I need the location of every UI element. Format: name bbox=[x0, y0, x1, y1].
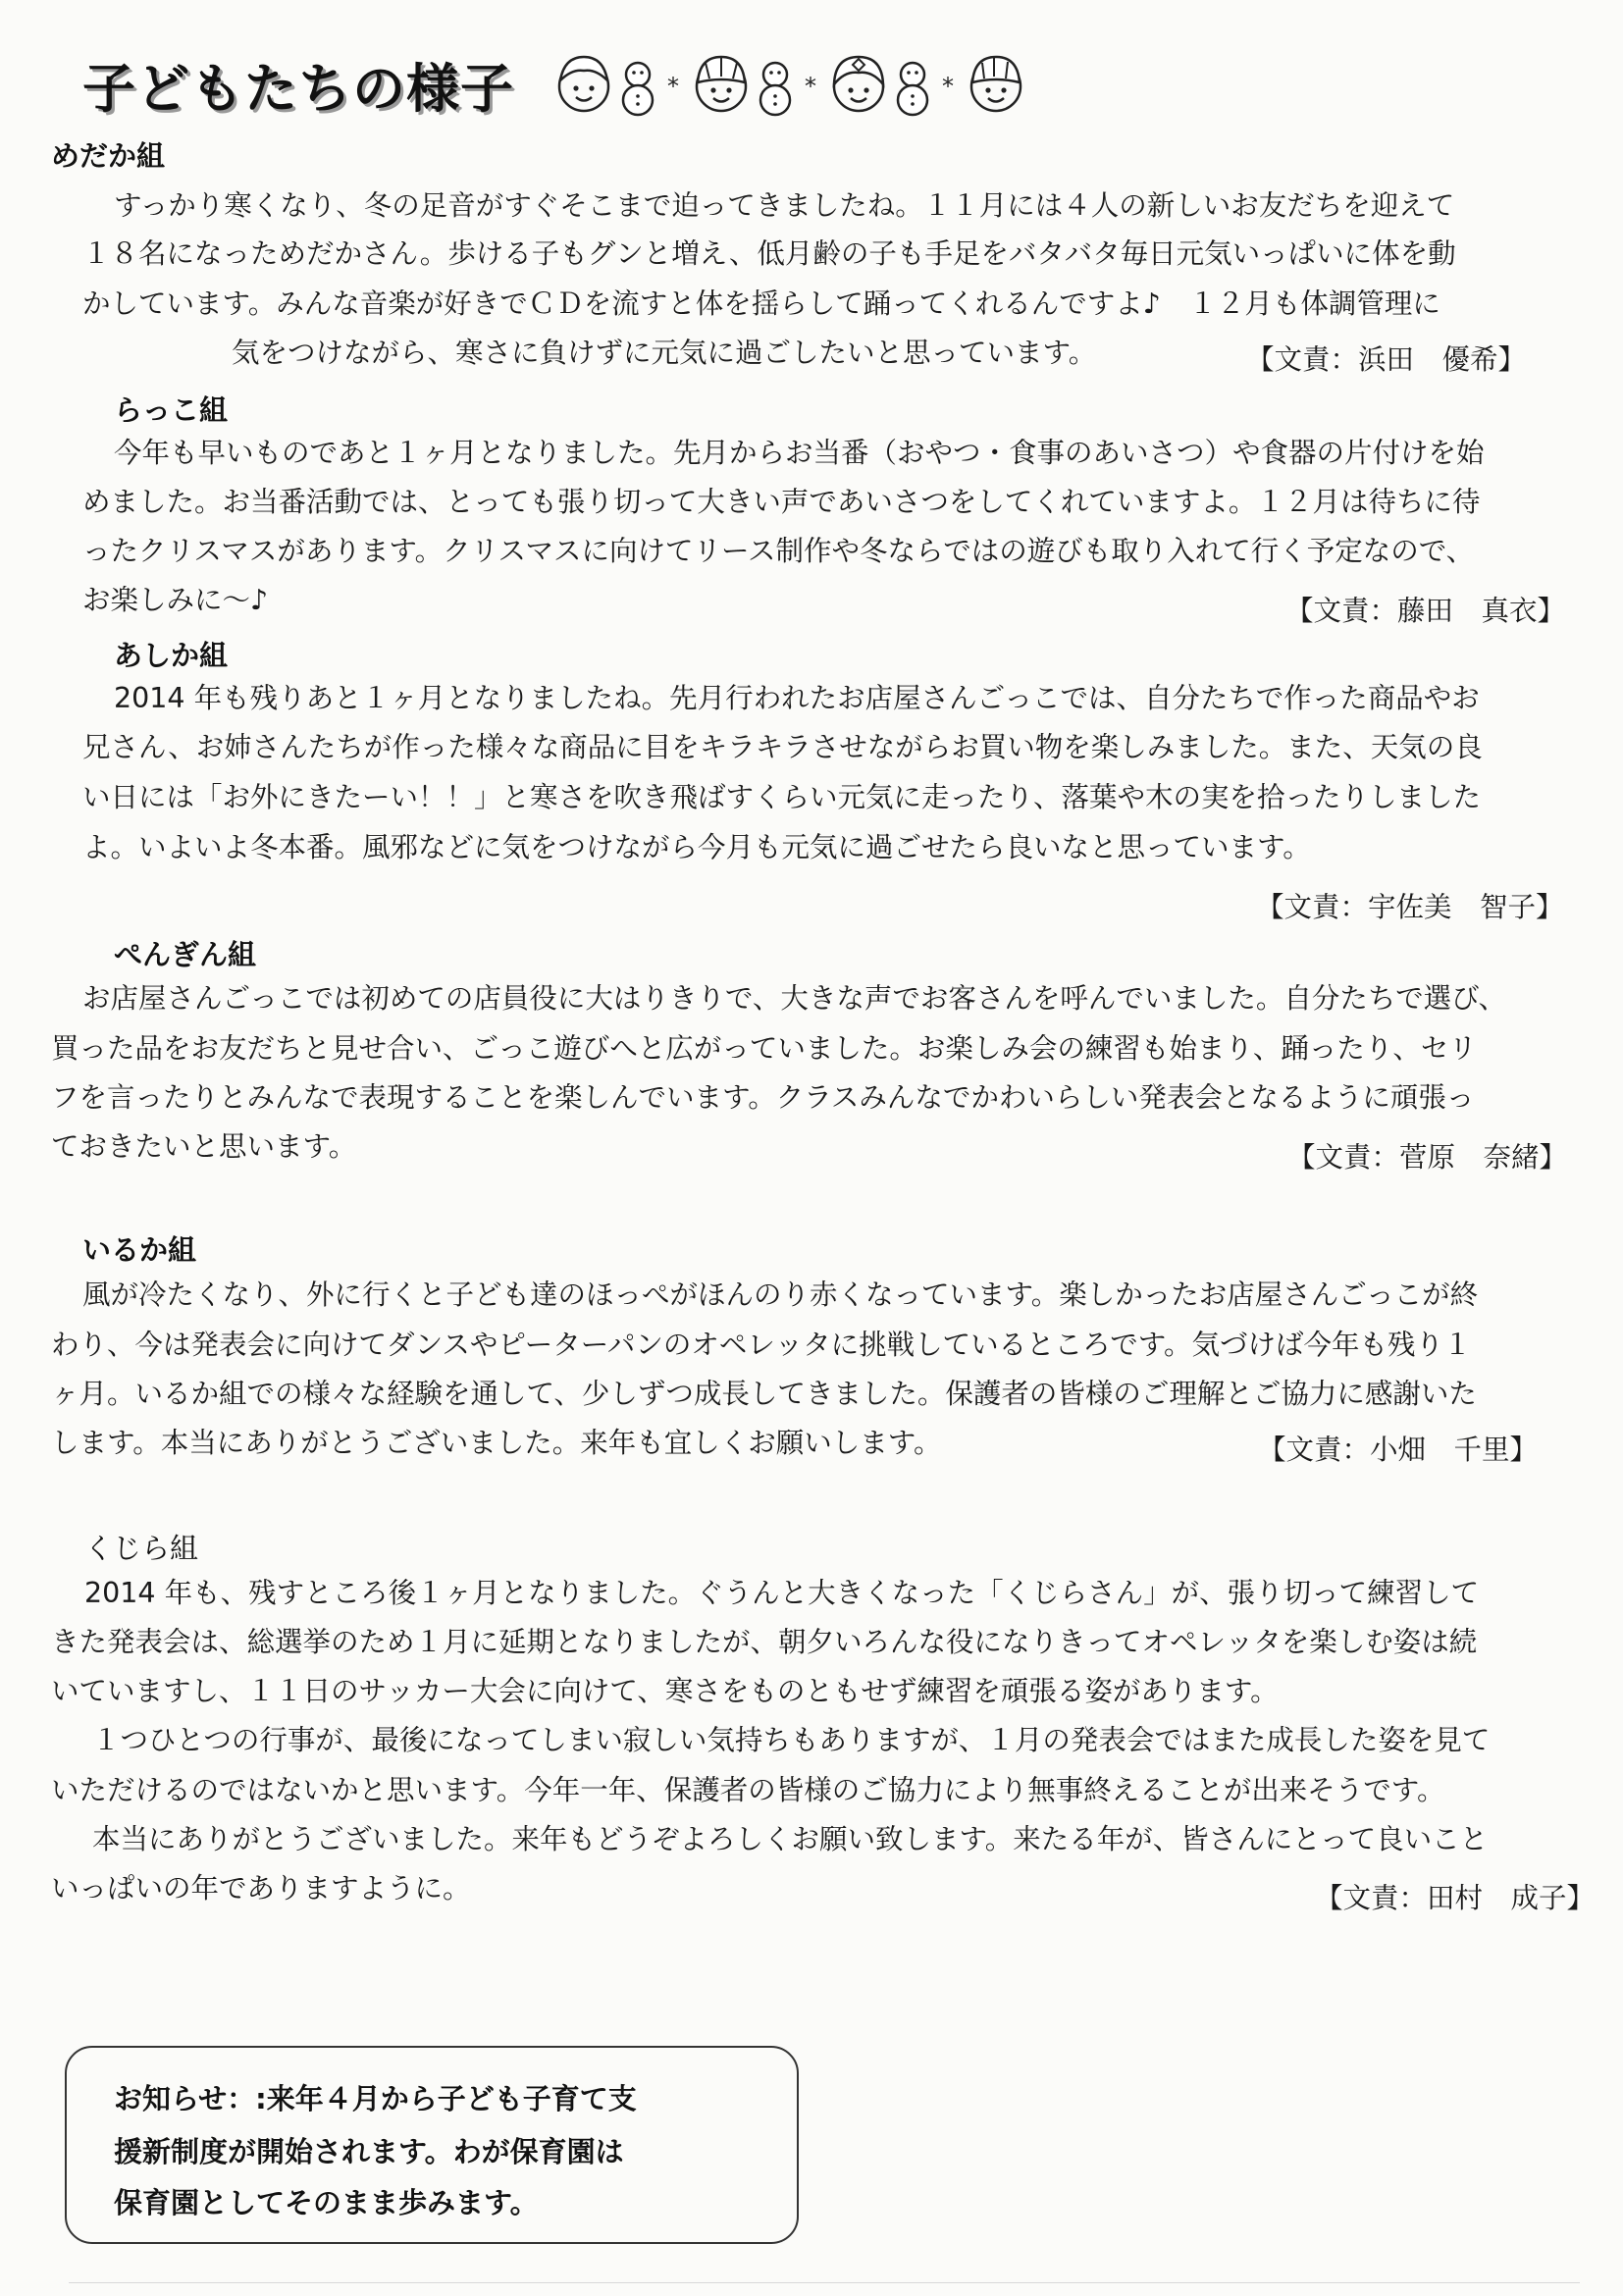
section-title: めだか組 bbox=[51, 139, 166, 173]
title-decoration bbox=[554, 51, 1128, 122]
page-title: 子どもたちの様子 bbox=[82, 58, 514, 120]
author-credit: 【文責：小畑 千里】 bbox=[1258, 1434, 1539, 1466]
section-line: ておきたいと思います。 bbox=[51, 1130, 357, 1163]
author-credit: 【文責：浜田 優希】 bbox=[1246, 343, 1527, 376]
notice-line: 保育園としてそのまま歩みます。 bbox=[114, 2186, 539, 2219]
section-line: いただけるのではないかと思います。今年一年、保護者の皆様のご協力により無事終えることが出来そうです。 bbox=[51, 1774, 1445, 1806]
section-line: 買った品をお友だちと見せ合い、ごっこ遊びへと広がっていました。お楽しみ会の練習も始まり、踊ったり、セリ bbox=[51, 1032, 1477, 1065]
author-credit: 【文責：田村 成子】 bbox=[1315, 1882, 1596, 1914]
section-line: いていますし、１１日のサッカー大会に向けて、寒さをものともせず練習を頑張る姿があります。 bbox=[51, 1675, 1279, 1707]
section-title: いるか組 bbox=[82, 1233, 197, 1267]
section-line: 気をつけながら、寒さに負けずに元気に過ごしたいと思っています。 bbox=[232, 337, 1097, 369]
section-line: わり、今は発表会に向けてダンスやピーターパンのオペレッタに挑戦しているところです。気づけば今年も残り１ bbox=[51, 1329, 1472, 1361]
section-line: 本当にありがとうございました。来年もどうぞよろしくお願い致します。来たる年が、皆さんにとって良いこと bbox=[92, 1823, 1489, 1855]
child-face-icon bbox=[559, 57, 608, 111]
section-line: お楽しみに～♪ bbox=[82, 584, 269, 616]
section-line: よ。いよいよ冬本番。風邪などに気をつけながら今月も元気に過ごせたら良いなと思っています。 bbox=[82, 831, 1311, 863]
author-credit: 【文責：菅原 奈緒】 bbox=[1287, 1141, 1568, 1174]
notice-line: お知らせ：:来年４月から子ども子育て支 bbox=[114, 2082, 637, 2115]
section-title: らっこ組 bbox=[114, 393, 229, 427]
section-line: １つひとつの行事が、最後になってしまい寂しい気持ちもありますが、１月の発表会ではまた成長した姿を見て bbox=[92, 1724, 1491, 1756]
section-line: ヶ月。いるか組での様々な経験を通して、少しずつ成長してきました。保護者の皆様のご理解とご協力に感謝いた bbox=[51, 1378, 1477, 1410]
section-line: 2014 年も、残すところ後１ヶ月となりました。ぐうんと大きくなった「くじらさん」が、張り切って練習して bbox=[84, 1577, 1480, 1609]
notice-box bbox=[65, 2046, 799, 2244]
section-line: します。本当にありがとうございました。来年も宜しくお願いします。 bbox=[51, 1427, 942, 1459]
snowman-icon bbox=[760, 63, 790, 115]
author-credit: 【文責：宇佐美 智子】 bbox=[1256, 891, 1564, 923]
child-face-icon bbox=[834, 57, 883, 111]
section-line: かしています。みんな音楽が好きでＣＤを流すと体を揺らして踊ってくれるんですよ♪ １２月も体調管理に bbox=[82, 287, 1440, 320]
child-face-icon bbox=[697, 57, 746, 111]
section-line: めました。お当番活動では、とっても張り切って大きい声であいさつをしてくれていますよ。１２月は待ちに待 bbox=[82, 486, 1481, 518]
section-line: 今年も早いものであと１ヶ月となりました。先月からお当番（おやつ・食事のあいさつ）や食器の片付けを始 bbox=[114, 437, 1485, 469]
section-line: い日には「お外にきたーい！！」と寒さを吹き飛ばすくらい元気に走ったり、落葉や木の実を拾ったりしました bbox=[82, 781, 1482, 813]
section-title: あしか組 bbox=[114, 639, 229, 672]
section-title: くじら組 bbox=[84, 1532, 199, 1565]
child-face-icon bbox=[971, 57, 1021, 111]
notice-line: 援新制度が開始されます。わが保育園は bbox=[114, 2135, 624, 2168]
section-line: 2014 年も残りあと１ヶ月となりましたね。先月行われたお店屋さんごっこでは、自分たちで作った商品やお bbox=[114, 682, 1480, 714]
section-line: いっぱいの年でありますように。 bbox=[51, 1872, 471, 1905]
section-line: お店屋さんごっこでは初めての店員役に大はりきりで、大きな声でお客さんを呼んでいました。自分たちで選び、 bbox=[82, 982, 1506, 1015]
snowman-icon bbox=[898, 63, 927, 115]
section-line: フを言ったりとみんなで表現することを楽しんでいます。クラスみんなでかわいらしい発表会となるように頑張っ bbox=[51, 1081, 1475, 1114]
section-line: ったクリスマスがあります。クリスマスに向けてリース制作や冬ならではの遊びも取り入れて行く予定なので、 bbox=[82, 535, 1475, 567]
asterisk-icon: * bbox=[667, 73, 679, 100]
section-line: １８名になっためだかさん。歩ける子もグンと増え、低月齢の子も手足をバタバタ毎日元気いっぱいに体を動 bbox=[82, 237, 1456, 270]
snowman-icon bbox=[623, 63, 653, 115]
section-line: 兄さん、お姉さんたちが作った様々な商品に目をキラキラさせながらお買い物を楽しみました。また、天気の良 bbox=[82, 731, 1483, 763]
section-line: 風が冷たくなり、外に行くと子ども達のほっぺがほんのり赤くなっています。楽しかったお店屋さんごっこが終 bbox=[82, 1278, 1479, 1311]
asterisk-icon: * bbox=[942, 73, 954, 100]
author-credit: 【文責：藤田 真衣】 bbox=[1285, 595, 1566, 627]
section-line: すっかり寒くなり、冬の足音がすぐそこまで迫ってきましたね。１１月には４人の新しいお友だちを迎えて bbox=[114, 189, 1455, 222]
page-bottom-divider bbox=[69, 2282, 1580, 2283]
asterisk-icon: * bbox=[805, 73, 816, 100]
section-title: ぺんぎん組 bbox=[114, 938, 257, 971]
section-line: きた発表会は、総選挙のため１月に延期となりましたが、朝夕いろんな役になりきってオペレッタを楽しむ姿は続 bbox=[51, 1626, 1478, 1658]
